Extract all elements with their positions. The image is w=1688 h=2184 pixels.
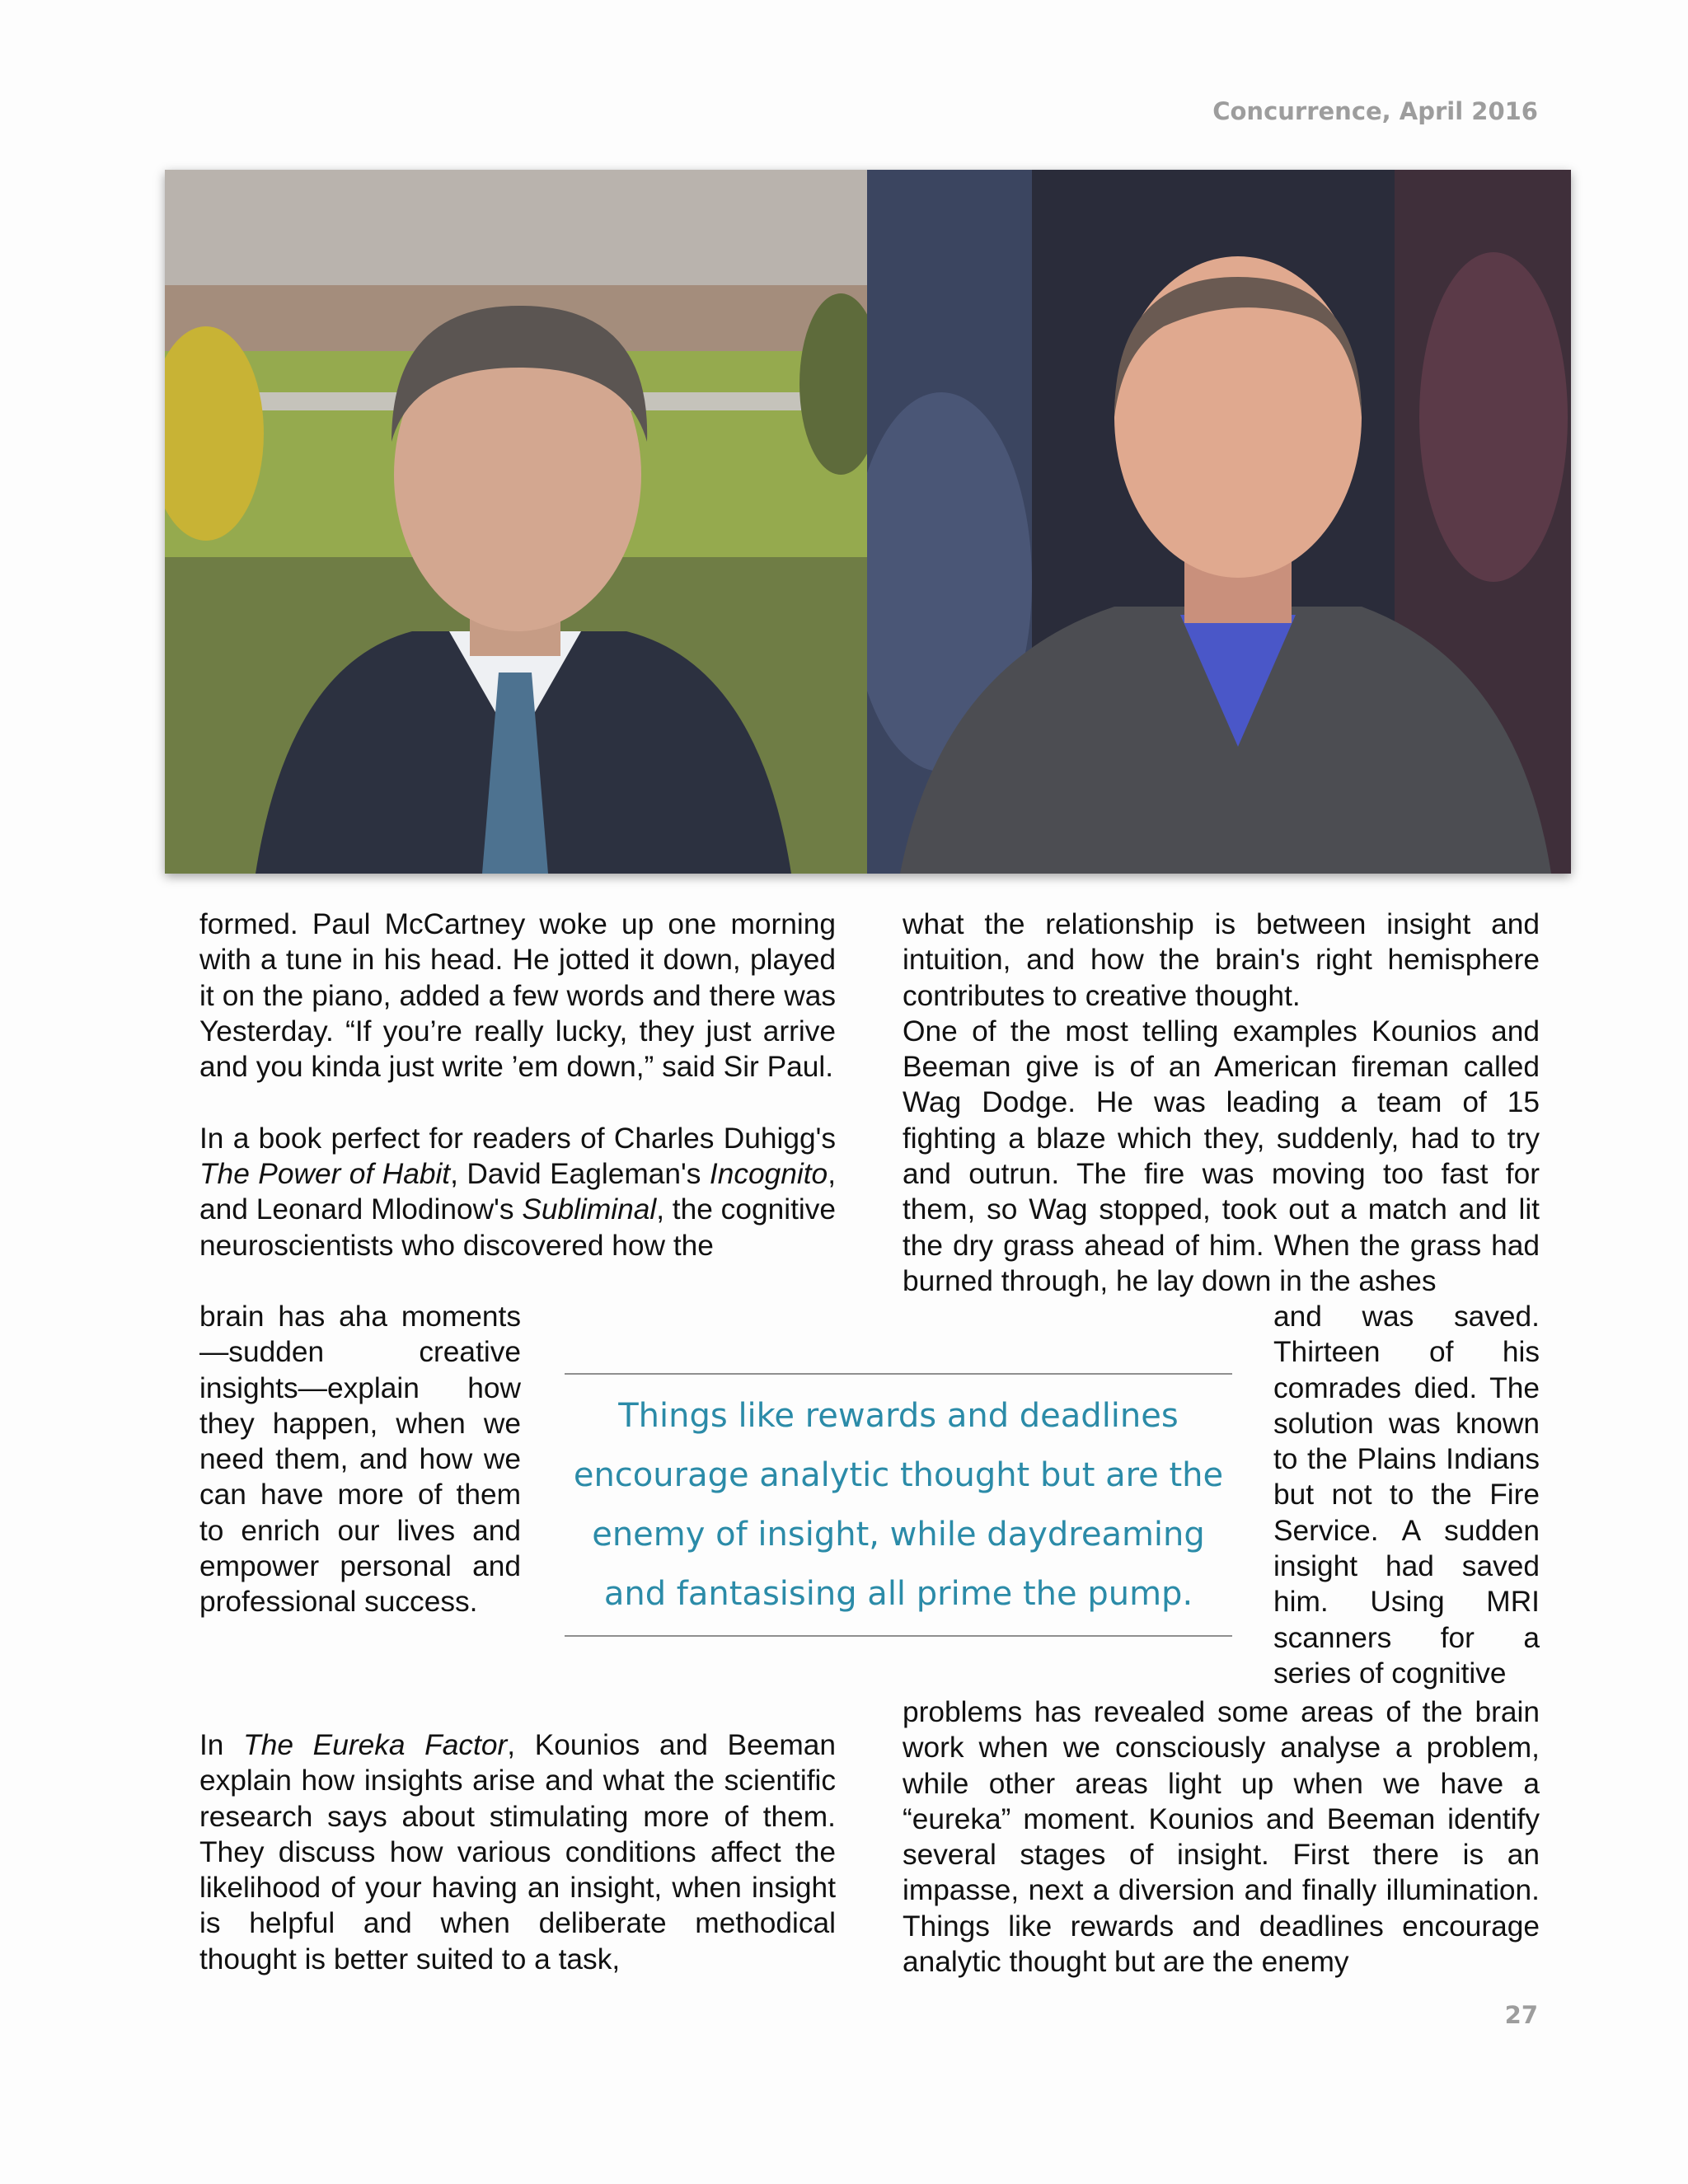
book-title-incognito: Incognito (709, 1158, 828, 1191)
article-column-left-narrow (199, 1299, 521, 1620)
paragraph-aha-moments: brain has aha moments —sudden creative insights—explain how they happen, when we need them, and how we can have more of them to enrich our lives and empower personal and professional success. (199, 1301, 521, 1619)
paragraph-eureka-factor (199, 1727, 836, 1977)
book-title-eureka-factor: The Eureka Factor (243, 1729, 508, 1761)
paragraph-wag-dodge: One of the most telling examples Kounios and Beeman give is of an American fireman called Wag Dodge. He was leading a team of 15 fighting a blaze which they, suddenly, had to try and outrun. The fire was moving too fast for them, so Wag stopped, took out a match and lit the dry grass ahead of him. When the grass had burned through, he lay down in the ashes (903, 1015, 1540, 1297)
portrait-photo-left (165, 170, 867, 874)
publication-header: Concurrence, April 2016 (1212, 97, 1538, 125)
book-title-power-of-habit: The Power of Habit (199, 1158, 451, 1191)
article-column-left-top (199, 907, 836, 1263)
article-column-right-bottom (903, 1694, 1540, 1980)
text-run: , Kounios and Beeman explain how insights arise and what the scientific research says about stimulating more of them. They discuss how various conditions affect the likelihood of your having an insight, when insight is helpful and when deliberate methodical thought is better suited to a task, (199, 1729, 837, 1975)
article-column-left-bottom (199, 1727, 836, 1977)
pull-quote (565, 1373, 1232, 1637)
pull-quote-line: and fantasising all prime the pump. (603, 1575, 1193, 1613)
article-column-right-top (903, 907, 1540, 1299)
text-run: , and Leonard Mlodinow's (199, 1158, 836, 1226)
photo-banner (165, 170, 1571, 874)
book-title-subliminal: Subliminal (522, 1193, 657, 1226)
text-run: In (199, 1729, 244, 1761)
text-run: In a book perfect for readers of Charles Duhigg's (199, 1122, 836, 1155)
text-run: , David Eagleman's (450, 1158, 710, 1191)
paragraph-book-intro (199, 1121, 836, 1263)
pull-quote-line: Things like rewards and deadlines (618, 1397, 1179, 1435)
paragraph-intuition: what the relationship is between insight and intuition, and how the brain's right hemisphere contributes to creative thought. (903, 908, 1540, 1012)
paragraph-brain-areas: problems has revealed some areas of the brain work when we consciously analyse a problem, while other areas light up when we have a “eureka” moment. Kounios and Beeman identify several stages of insight. First there is an impasse, next a diversion and finally illumination. Things like rewards and deadlines encourage analytic thought but are the enemy (903, 1696, 1540, 1979)
paragraph-saved: and was saved. Thirteen of his comrades died. The solution was known to the Plains Indians but not to the Fire Service. A sudden insight had saved him. Using MRI scanners for a series of cognitive (1273, 1301, 1540, 1690)
page-number: 27 (1504, 2001, 1538, 2029)
pull-quote-line: encourage analytic thought but are the (573, 1456, 1224, 1494)
paragraph-mccartney: formed. Paul McCartney woke up one morning with a tune in his head. He jotted it down, played it on the piano, added a few words and there was Yesterday. “If you’re really lucky, they just arrive and you kinda just write ’em down,” said Sir Paul. (199, 908, 836, 1084)
pull-quote-line: enemy of insight, while daydreaming (592, 1516, 1205, 1554)
portrait-photo-right (867, 170, 1571, 874)
text-run: , the cognitive neuroscientists who discovered how the (199, 1193, 836, 1262)
article-column-right-narrow (1273, 1299, 1540, 1691)
